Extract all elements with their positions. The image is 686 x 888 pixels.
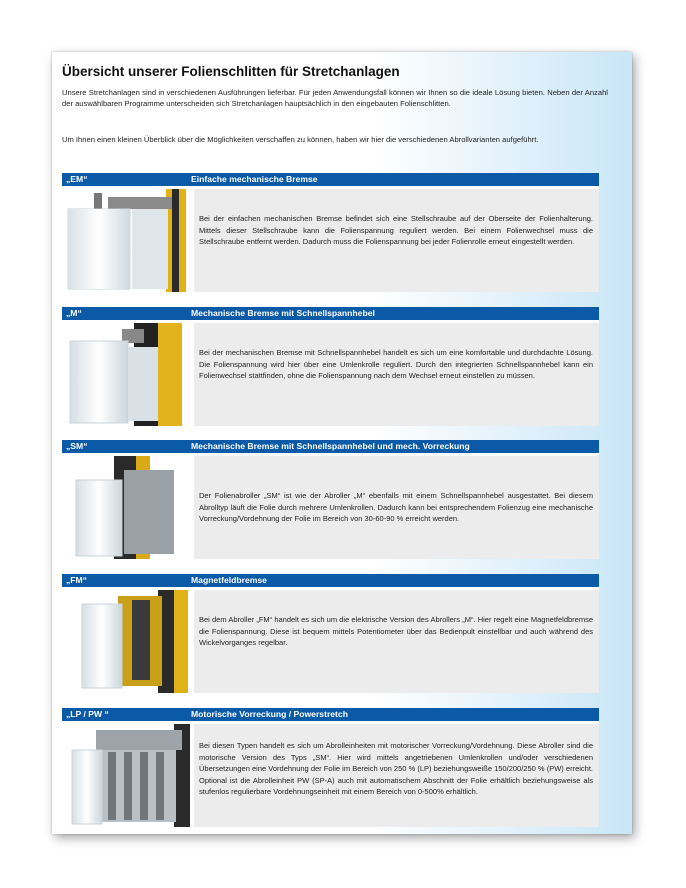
- section-description: Bei der mechanischen Bremse mit Schnellspannhebel handelt es sich um eine komfortable und durchdachte Lösung. Die Folienspannung wird hier über eine Umlenkrolle reguliert. Durch den integrierten Schnellspannhebel kann ein Folienwechsel stattfinden, ohne die Folienspannung nach dem Wechsel erneut einstellen zu müssen.: [199, 348, 593, 380]
- intro-paragraph-1: Unsere Stretchanlagen sind in verschiedenen Ausführungen lieferbar. Für jeden Anwendungsfall können wir Ihnen so die ideale Lösung bieten. Neben der Anzahl der auswählbaren Programme unterscheiden sich Stretchanlagen hauptsächlich in den eingebauten Folienschlitten.: [62, 88, 608, 108]
- section-code: „SM“: [66, 441, 88, 451]
- section-title: Mechanische Bremse mit Schnellspannhebel und mech. Vorreckung: [191, 441, 470, 451]
- section-body: [62, 587, 599, 693]
- document-page: [52, 52, 632, 834]
- section-header: [62, 307, 599, 320]
- section-code: „M“: [66, 308, 82, 318]
- section-em: [62, 173, 599, 292]
- intro-paragraph-2: Um Ihnen einen kleinen Überblick über die Möglichkeiten verschaffen zu können, haben wir hier die verschiedenen Abrollvarianten aufgeführt.: [62, 135, 539, 144]
- section-description: Bei dem Abroller „FM“ handelt es sich um die elektrische Version des Abrollers „M“. Hier regelt eine Magnetfeldbremse die Folienspannung. Diese ist bequem mittels Potentiometer über das Bedienpult einstellbar und auch während des Wickelvorganges regelbar.: [199, 615, 593, 647]
- section-header: [62, 440, 599, 453]
- section-title: Einfache mechanische Bremse: [191, 174, 318, 184]
- section-header: [62, 574, 599, 587]
- section-fm: [62, 574, 599, 693]
- film-carriage-photo: [62, 189, 194, 292]
- section-body: [62, 186, 599, 292]
- section-body: [62, 320, 599, 426]
- section-code: „LP / PW “: [66, 709, 109, 719]
- section-header: [62, 708, 599, 721]
- section-title: Magnetfeldbremse: [191, 575, 267, 585]
- section-body: [62, 453, 599, 559]
- section-code: „EM“: [66, 174, 88, 184]
- section-description: Bei der einfachen mechanischen Bremse befindet sich eine Stellschraube auf der Oberseite der Folienhalterung. Mittels dieser Stellschraube kann die Folienspannung reguliert werden. Bei einem Folienwechsel muss die Stellschraube entfernt werden. Dadurch muss die Folienspannung bei jeder Folienrolle erneut eingestellt werden.: [199, 214, 593, 246]
- section-description: Bei diesen Typen handelt es sich um Abrolleinheiten mit motorischer Vorreckung/Vordehnung. Diese Abroller sind die motorische Version des Typs „SM“. Hier wird mittels angetriebenen Umlenkrollen und/oder verschiedenen Übersetzungen eine Vordehnung der Folie im Bereich von 250 % (LP) beziehungsweiße 150/200/250 % (PW) erreicht. Optional ist die Abrolleinheit PW (SP-A) auch mit automatischem Abschnitt der Folie erhältlich beziehungsweise als stufenlos regulierbare Vordehnungseinheit mit einem Bereich von 0-500% erhältlich.: [199, 741, 593, 796]
- page-title: Übersicht unserer Folienschlitten für Stretchanlagen: [62, 64, 400, 79]
- section-sm: [62, 440, 599, 559]
- section-m: [62, 307, 599, 426]
- section-title: Mechanische Bremse mit Schnellspannhebel: [191, 308, 375, 318]
- section-lp-pw: [62, 708, 599, 827]
- section-title: Motorische Vorreckung / Powerstretch: [191, 709, 348, 719]
- section-header: [62, 173, 599, 186]
- section-body: [62, 721, 599, 827]
- film-carriage-photo: [62, 456, 194, 559]
- film-carriage-photo: [62, 724, 194, 827]
- film-carriage-photo: [62, 590, 194, 693]
- section-description: Der Folienabroller „SM“ ist wie der Abroller „M“ ebenfalls mit einem Schnellspannhebel ausgestattet. Bei diesem Abrolltyp läuft die Folie durch mehrere Umlenkrollen. Dadurch kann bei entsprechendem Folienzug eine mechanische Vorreckung/Vordehnung der Folie im Bereich von 30-60-90 % erreicht werden.: [199, 491, 593, 523]
- film-carriage-photo: [62, 323, 194, 426]
- section-code: „FM“: [66, 575, 88, 585]
